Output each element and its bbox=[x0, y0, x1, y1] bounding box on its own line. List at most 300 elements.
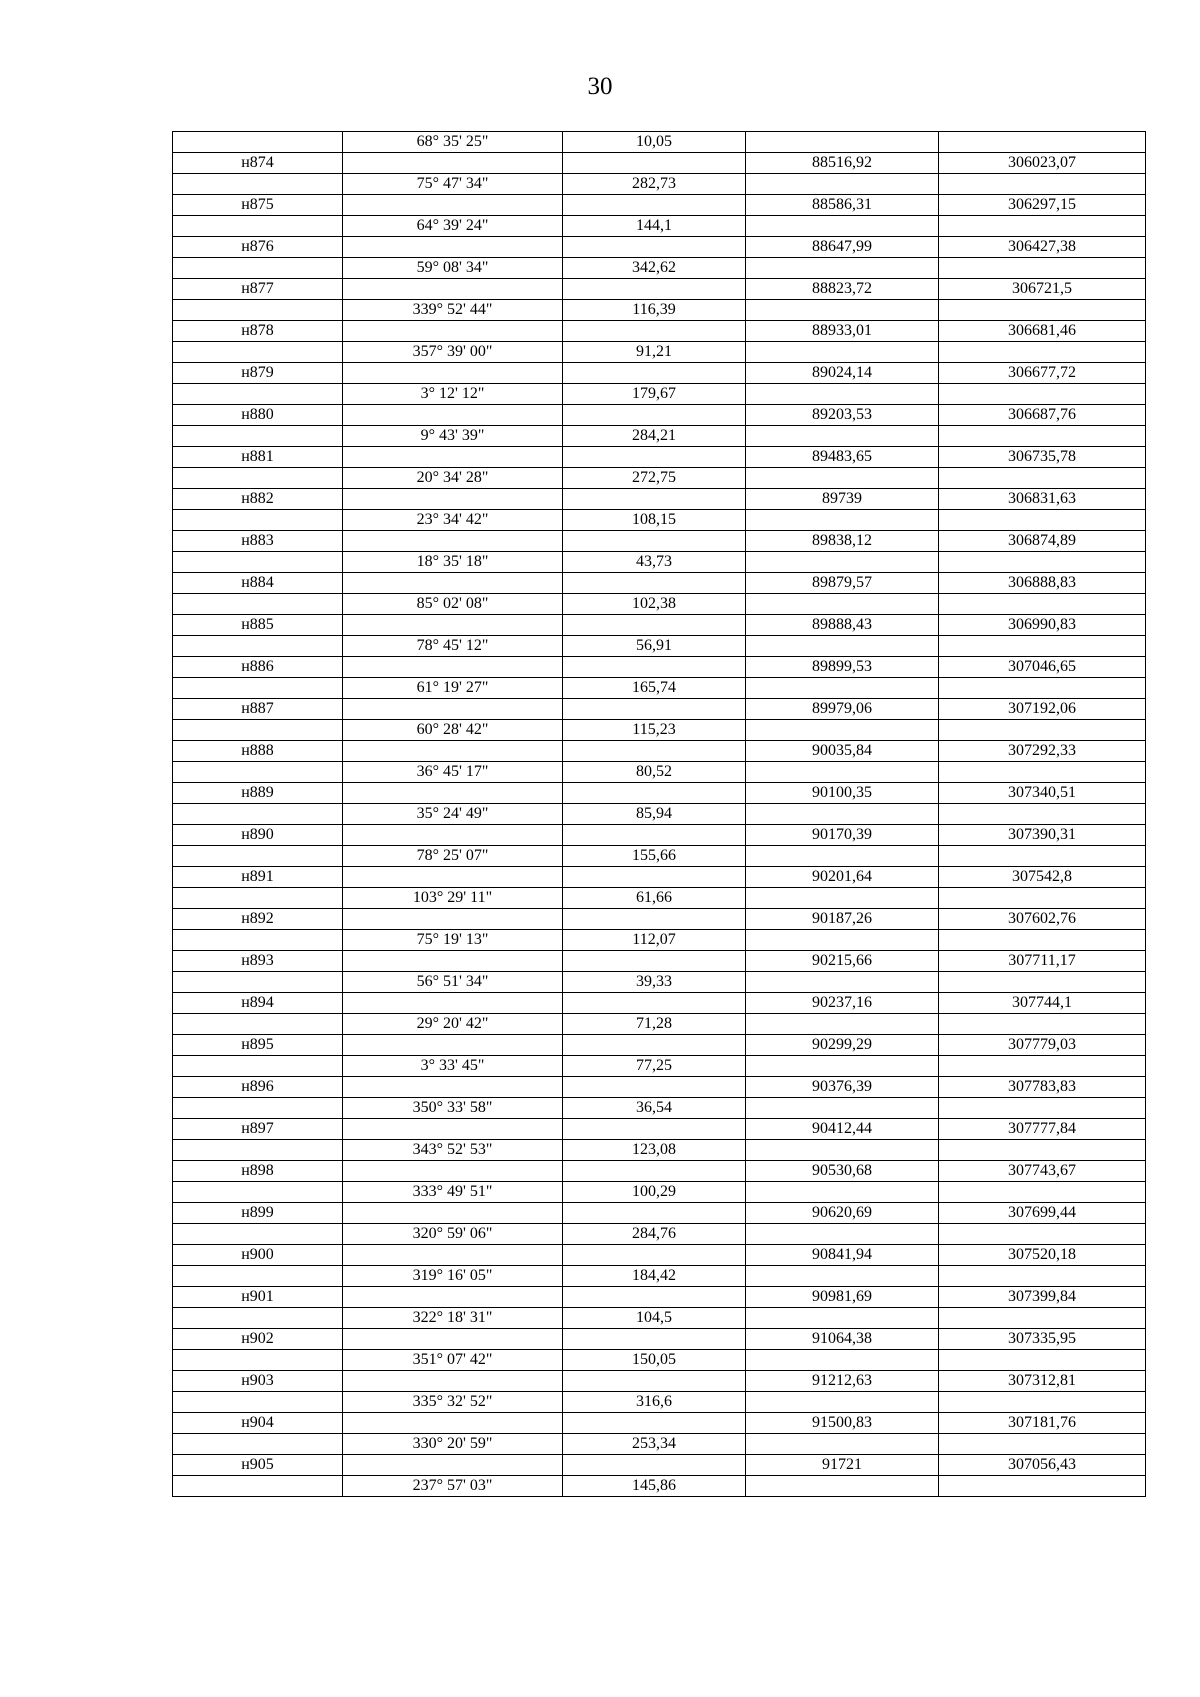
direction-angle-cell bbox=[343, 447, 563, 468]
table-row bbox=[173, 1140, 1146, 1161]
point-name-cell bbox=[173, 1266, 343, 1287]
x-coordinate-cell: 90035,84 bbox=[746, 741, 939, 762]
x-coordinate-cell: 90187,26 bbox=[746, 909, 939, 930]
distance-cell: 80,52 bbox=[563, 762, 746, 783]
x-coordinate-cell: 89739 bbox=[746, 489, 939, 510]
y-coordinate-cell: 306721,5 bbox=[939, 279, 1146, 300]
direction-angle-cell bbox=[343, 531, 563, 552]
distance-cell: 108,15 bbox=[563, 510, 746, 531]
table-row bbox=[173, 1035, 1146, 1056]
y-coordinate-cell bbox=[939, 1434, 1146, 1455]
point-name-cell: н875 bbox=[173, 195, 343, 216]
x-coordinate-cell bbox=[746, 1350, 939, 1371]
point-name-cell: н897 bbox=[173, 1119, 343, 1140]
table-row bbox=[173, 405, 1146, 426]
direction-angle-cell bbox=[343, 1329, 563, 1350]
direction-angle-cell: 59° 08' 34" bbox=[343, 258, 563, 279]
table-row bbox=[173, 552, 1146, 573]
direction-angle-cell bbox=[343, 573, 563, 594]
direction-angle-cell: 322° 18' 31" bbox=[343, 1308, 563, 1329]
direction-angle-cell bbox=[343, 279, 563, 300]
x-coordinate-cell bbox=[746, 1140, 939, 1161]
point-name-cell bbox=[173, 216, 343, 237]
direction-angle-cell: 339° 52' 44" bbox=[343, 300, 563, 321]
distance-cell bbox=[563, 1413, 746, 1434]
point-name-cell bbox=[173, 720, 343, 741]
distance-cell bbox=[563, 951, 746, 972]
x-coordinate-cell bbox=[746, 132, 939, 153]
table-row bbox=[173, 741, 1146, 762]
point-name-cell bbox=[173, 510, 343, 531]
table-row bbox=[173, 930, 1146, 951]
y-coordinate-cell: 307335,95 bbox=[939, 1329, 1146, 1350]
y-coordinate-cell: 306023,07 bbox=[939, 153, 1146, 174]
table-row bbox=[173, 1308, 1146, 1329]
point-name-cell bbox=[173, 426, 343, 447]
point-name-cell: н896 bbox=[173, 1077, 343, 1098]
table-row bbox=[173, 300, 1146, 321]
distance-cell: 10,05 bbox=[563, 132, 746, 153]
direction-angle-cell bbox=[343, 321, 563, 342]
distance-cell: 145,86 bbox=[563, 1476, 746, 1497]
x-coordinate-cell bbox=[746, 300, 939, 321]
table-row bbox=[173, 1476, 1146, 1497]
direction-angle-cell bbox=[343, 153, 563, 174]
distance-cell: 165,74 bbox=[563, 678, 746, 699]
table-row bbox=[173, 783, 1146, 804]
y-coordinate-cell: 307399,84 bbox=[939, 1287, 1146, 1308]
table-row bbox=[173, 888, 1146, 909]
distance-cell: 91,21 bbox=[563, 342, 746, 363]
distance-cell: 112,07 bbox=[563, 930, 746, 951]
direction-angle-cell bbox=[343, 1371, 563, 1392]
table-row bbox=[173, 1098, 1146, 1119]
x-coordinate-cell bbox=[746, 1014, 939, 1035]
x-coordinate-cell bbox=[746, 258, 939, 279]
point-name-cell bbox=[173, 342, 343, 363]
direction-angle-cell: 68° 35' 25" bbox=[343, 132, 563, 153]
x-coordinate-cell: 91721 bbox=[746, 1455, 939, 1476]
distance-cell bbox=[563, 1119, 746, 1140]
point-name-cell bbox=[173, 636, 343, 657]
y-coordinate-cell bbox=[939, 552, 1146, 573]
y-coordinate-cell: 307390,31 bbox=[939, 825, 1146, 846]
table-row bbox=[173, 531, 1146, 552]
table-row bbox=[173, 909, 1146, 930]
distance-cell: 115,23 bbox=[563, 720, 746, 741]
table-row bbox=[173, 615, 1146, 636]
x-coordinate-cell bbox=[746, 1308, 939, 1329]
x-coordinate-cell: 88516,92 bbox=[746, 153, 939, 174]
point-name-cell: н902 bbox=[173, 1329, 343, 1350]
distance-cell bbox=[563, 783, 746, 804]
distance-cell: 100,29 bbox=[563, 1182, 746, 1203]
distance-cell: 316,6 bbox=[563, 1392, 746, 1413]
point-name-cell bbox=[173, 1056, 343, 1077]
table-row bbox=[173, 426, 1146, 447]
direction-angle-cell bbox=[343, 489, 563, 510]
distance-cell bbox=[563, 1077, 746, 1098]
direction-angle-cell: 78° 45' 12" bbox=[343, 636, 563, 657]
x-coordinate-cell bbox=[746, 384, 939, 405]
table-row bbox=[173, 762, 1146, 783]
table-row bbox=[173, 1119, 1146, 1140]
x-coordinate-cell: 88823,72 bbox=[746, 279, 939, 300]
distance-cell: 104,5 bbox=[563, 1308, 746, 1329]
distance-cell: 342,62 bbox=[563, 258, 746, 279]
distance-cell bbox=[563, 1287, 746, 1308]
y-coordinate-cell bbox=[939, 1182, 1146, 1203]
y-coordinate-cell bbox=[939, 132, 1146, 153]
point-name-cell: н881 bbox=[173, 447, 343, 468]
y-coordinate-cell: 307777,84 bbox=[939, 1119, 1146, 1140]
y-coordinate-cell bbox=[939, 510, 1146, 531]
y-coordinate-cell bbox=[939, 216, 1146, 237]
table-row bbox=[173, 993, 1146, 1014]
direction-angle-cell: 56° 51' 34" bbox=[343, 972, 563, 993]
point-name-cell: н899 bbox=[173, 1203, 343, 1224]
x-coordinate-cell bbox=[746, 1392, 939, 1413]
y-coordinate-cell: 306874,89 bbox=[939, 531, 1146, 552]
distance-cell bbox=[563, 1329, 746, 1350]
y-coordinate-cell bbox=[939, 342, 1146, 363]
direction-angle-cell bbox=[343, 783, 563, 804]
x-coordinate-cell bbox=[746, 594, 939, 615]
point-name-cell bbox=[173, 300, 343, 321]
table-row bbox=[173, 1287, 1146, 1308]
y-coordinate-cell: 307192,06 bbox=[939, 699, 1146, 720]
y-coordinate-cell: 307292,33 bbox=[939, 741, 1146, 762]
x-coordinate-cell: 90237,16 bbox=[746, 993, 939, 1014]
distance-cell bbox=[563, 573, 746, 594]
x-coordinate-cell bbox=[746, 1182, 939, 1203]
direction-angle-cell: 343° 52' 53" bbox=[343, 1140, 563, 1161]
y-coordinate-cell bbox=[939, 468, 1146, 489]
distance-cell bbox=[563, 741, 746, 762]
x-coordinate-cell bbox=[746, 888, 939, 909]
direction-angle-cell: 23° 34' 42" bbox=[343, 510, 563, 531]
point-name-cell bbox=[173, 1140, 343, 1161]
table-row bbox=[173, 279, 1146, 300]
point-name-cell: н894 bbox=[173, 993, 343, 1014]
x-coordinate-cell: 89879,57 bbox=[746, 573, 939, 594]
direction-angle-cell bbox=[343, 405, 563, 426]
x-coordinate-cell bbox=[746, 678, 939, 699]
y-coordinate-cell: 307312,81 bbox=[939, 1371, 1146, 1392]
distance-cell: 102,38 bbox=[563, 594, 746, 615]
y-coordinate-cell: 306888,83 bbox=[939, 573, 1146, 594]
x-coordinate-cell: 90376,39 bbox=[746, 1077, 939, 1098]
y-coordinate-cell: 306681,46 bbox=[939, 321, 1146, 342]
y-coordinate-cell bbox=[939, 426, 1146, 447]
direction-angle-cell: 60° 28' 42" bbox=[343, 720, 563, 741]
direction-angle-cell bbox=[343, 1455, 563, 1476]
coordinates-table bbox=[172, 131, 1146, 1497]
direction-angle-cell: 3° 33' 45" bbox=[343, 1056, 563, 1077]
x-coordinate-cell bbox=[746, 174, 939, 195]
distance-cell: 284,21 bbox=[563, 426, 746, 447]
direction-angle-cell bbox=[343, 363, 563, 384]
point-name-cell: н878 bbox=[173, 321, 343, 342]
point-name-cell: н877 bbox=[173, 279, 343, 300]
distance-cell bbox=[563, 195, 746, 216]
table-row bbox=[173, 468, 1146, 489]
coordinates-table-body bbox=[173, 132, 1146, 1497]
x-coordinate-cell: 90620,69 bbox=[746, 1203, 939, 1224]
table-row bbox=[173, 1371, 1146, 1392]
y-coordinate-cell: 307181,76 bbox=[939, 1413, 1146, 1434]
page-number: 30 bbox=[587, 73, 613, 100]
point-name-cell: н893 bbox=[173, 951, 343, 972]
y-coordinate-cell bbox=[939, 1056, 1146, 1077]
y-coordinate-cell bbox=[939, 1140, 1146, 1161]
point-name-cell bbox=[173, 1434, 343, 1455]
table-row bbox=[173, 1350, 1146, 1371]
table-row bbox=[173, 951, 1146, 972]
y-coordinate-cell bbox=[939, 762, 1146, 783]
table-row bbox=[173, 804, 1146, 825]
distance-cell bbox=[563, 1161, 746, 1182]
table-row bbox=[173, 174, 1146, 195]
direction-angle-cell: 330° 20' 59" bbox=[343, 1434, 563, 1455]
table-row bbox=[173, 321, 1146, 342]
table-row bbox=[173, 1182, 1146, 1203]
table-row bbox=[173, 132, 1146, 153]
table-row bbox=[173, 825, 1146, 846]
point-name-cell bbox=[173, 1098, 343, 1119]
direction-angle-cell bbox=[343, 1203, 563, 1224]
point-name-cell bbox=[173, 888, 343, 909]
x-coordinate-cell: 90100,35 bbox=[746, 783, 939, 804]
x-coordinate-cell: 88647,99 bbox=[746, 237, 939, 258]
y-coordinate-cell bbox=[939, 300, 1146, 321]
direction-angle-cell: 319° 16' 05" bbox=[343, 1266, 563, 1287]
x-coordinate-cell bbox=[746, 930, 939, 951]
x-coordinate-cell: 89888,43 bbox=[746, 615, 939, 636]
x-coordinate-cell: 90530,68 bbox=[746, 1161, 939, 1182]
direction-angle-cell: 64° 39' 24" bbox=[343, 216, 563, 237]
x-coordinate-cell: 90841,94 bbox=[746, 1245, 939, 1266]
table-row bbox=[173, 1014, 1146, 1035]
table-row bbox=[173, 1056, 1146, 1077]
x-coordinate-cell bbox=[746, 1266, 939, 1287]
table-row bbox=[173, 1329, 1146, 1350]
table-row bbox=[173, 1245, 1146, 1266]
table-row bbox=[173, 510, 1146, 531]
x-coordinate-cell: 89483,65 bbox=[746, 447, 939, 468]
point-name-cell: н895 bbox=[173, 1035, 343, 1056]
direction-angle-cell bbox=[343, 741, 563, 762]
y-coordinate-cell bbox=[939, 678, 1146, 699]
y-coordinate-cell bbox=[939, 1224, 1146, 1245]
table-row bbox=[173, 1434, 1146, 1455]
y-coordinate-cell bbox=[939, 1308, 1146, 1329]
point-name-cell bbox=[173, 1014, 343, 1035]
x-coordinate-cell: 89024,14 bbox=[746, 363, 939, 384]
distance-cell: 85,94 bbox=[563, 804, 746, 825]
y-coordinate-cell: 307340,51 bbox=[939, 783, 1146, 804]
direction-angle-cell: 237° 57' 03" bbox=[343, 1476, 563, 1497]
x-coordinate-cell: 90412,44 bbox=[746, 1119, 939, 1140]
y-coordinate-cell bbox=[939, 174, 1146, 195]
direction-angle-cell: 18° 35' 18" bbox=[343, 552, 563, 573]
table-row bbox=[173, 1203, 1146, 1224]
distance-cell: 56,91 bbox=[563, 636, 746, 657]
direction-angle-cell bbox=[343, 909, 563, 930]
y-coordinate-cell bbox=[939, 1266, 1146, 1287]
x-coordinate-cell: 91500,83 bbox=[746, 1413, 939, 1434]
distance-cell: 150,05 bbox=[563, 1350, 746, 1371]
point-name-cell bbox=[173, 1350, 343, 1371]
direction-angle-cell bbox=[343, 1161, 563, 1182]
y-coordinate-cell bbox=[939, 846, 1146, 867]
direction-angle-cell bbox=[343, 237, 563, 258]
direction-angle-cell: 75° 19' 13" bbox=[343, 930, 563, 951]
point-name-cell: н874 bbox=[173, 153, 343, 174]
distance-cell bbox=[563, 447, 746, 468]
point-name-cell: н883 bbox=[173, 531, 343, 552]
direction-angle-cell: 320° 59' 06" bbox=[343, 1224, 563, 1245]
x-coordinate-cell bbox=[746, 552, 939, 573]
y-coordinate-cell bbox=[939, 720, 1146, 741]
distance-cell bbox=[563, 867, 746, 888]
direction-angle-cell: 335° 32' 52" bbox=[343, 1392, 563, 1413]
table-row bbox=[173, 342, 1146, 363]
direction-angle-cell: 36° 45' 17" bbox=[343, 762, 563, 783]
table-row bbox=[173, 867, 1146, 888]
distance-cell: 144,1 bbox=[563, 216, 746, 237]
table-row bbox=[173, 594, 1146, 615]
x-coordinate-cell bbox=[746, 1224, 939, 1245]
distance-cell bbox=[563, 279, 746, 300]
table-row bbox=[173, 489, 1146, 510]
table-row bbox=[173, 1266, 1146, 1287]
distance-cell bbox=[563, 531, 746, 552]
x-coordinate-cell: 91064,38 bbox=[746, 1329, 939, 1350]
distance-cell: 272,75 bbox=[563, 468, 746, 489]
point-name-cell: н898 bbox=[173, 1161, 343, 1182]
direction-angle-cell: 78° 25' 07" bbox=[343, 846, 563, 867]
y-coordinate-cell bbox=[939, 1392, 1146, 1413]
y-coordinate-cell bbox=[939, 888, 1146, 909]
point-name-cell: н903 bbox=[173, 1371, 343, 1392]
point-name-cell bbox=[173, 1308, 343, 1329]
table-row bbox=[173, 678, 1146, 699]
y-coordinate-cell: 306735,78 bbox=[939, 447, 1146, 468]
x-coordinate-cell: 89838,12 bbox=[746, 531, 939, 552]
x-coordinate-cell bbox=[746, 972, 939, 993]
y-coordinate-cell: 307056,43 bbox=[939, 1455, 1146, 1476]
distance-cell bbox=[563, 1455, 746, 1476]
y-coordinate-cell bbox=[939, 1350, 1146, 1371]
point-name-cell bbox=[173, 258, 343, 279]
distance-cell bbox=[563, 363, 746, 384]
y-coordinate-cell: 307744,1 bbox=[939, 993, 1146, 1014]
table-row bbox=[173, 636, 1146, 657]
point-name-cell bbox=[173, 1224, 343, 1245]
table-row bbox=[173, 216, 1146, 237]
direction-angle-cell bbox=[343, 195, 563, 216]
y-coordinate-cell: 307743,67 bbox=[939, 1161, 1146, 1182]
point-name-cell: н879 bbox=[173, 363, 343, 384]
direction-angle-cell: 35° 24' 49" bbox=[343, 804, 563, 825]
x-coordinate-cell bbox=[746, 846, 939, 867]
y-coordinate-cell: 307699,44 bbox=[939, 1203, 1146, 1224]
direction-angle-cell bbox=[343, 993, 563, 1014]
direction-angle-cell bbox=[343, 1035, 563, 1056]
distance-cell: 179,67 bbox=[563, 384, 746, 405]
x-coordinate-cell: 90299,29 bbox=[746, 1035, 939, 1056]
table-row bbox=[173, 846, 1146, 867]
direction-angle-cell: 9° 43' 39" bbox=[343, 426, 563, 447]
y-coordinate-cell bbox=[939, 804, 1146, 825]
distance-cell bbox=[563, 237, 746, 258]
x-coordinate-cell bbox=[746, 720, 939, 741]
distance-cell: 123,08 bbox=[563, 1140, 746, 1161]
x-coordinate-cell bbox=[746, 1098, 939, 1119]
table-row bbox=[173, 573, 1146, 594]
point-name-cell bbox=[173, 972, 343, 993]
y-coordinate-cell: 307711,17 bbox=[939, 951, 1146, 972]
x-coordinate-cell: 88933,01 bbox=[746, 321, 939, 342]
distance-cell: 253,34 bbox=[563, 1434, 746, 1455]
distance-cell bbox=[563, 615, 746, 636]
y-coordinate-cell: 307783,83 bbox=[939, 1077, 1146, 1098]
y-coordinate-cell bbox=[939, 930, 1146, 951]
table-row bbox=[173, 1455, 1146, 1476]
y-coordinate-cell: 306990,83 bbox=[939, 615, 1146, 636]
direction-angle-cell: 3° 12' 12" bbox=[343, 384, 563, 405]
distance-cell bbox=[563, 909, 746, 930]
distance-cell bbox=[563, 321, 746, 342]
x-coordinate-cell bbox=[746, 1434, 939, 1455]
distance-cell bbox=[563, 657, 746, 678]
point-name-cell bbox=[173, 762, 343, 783]
distance-cell bbox=[563, 699, 746, 720]
distance-cell: 36,54 bbox=[563, 1098, 746, 1119]
table-row bbox=[173, 1392, 1146, 1413]
table-row bbox=[173, 1161, 1146, 1182]
direction-angle-cell bbox=[343, 1245, 563, 1266]
direction-angle-cell: 333° 49' 51" bbox=[343, 1182, 563, 1203]
y-coordinate-cell: 306677,72 bbox=[939, 363, 1146, 384]
y-coordinate-cell: 306297,15 bbox=[939, 195, 1146, 216]
direction-angle-cell bbox=[343, 1077, 563, 1098]
x-coordinate-cell bbox=[746, 1476, 939, 1497]
distance-cell bbox=[563, 1371, 746, 1392]
y-coordinate-cell bbox=[939, 1014, 1146, 1035]
distance-cell: 71,28 bbox=[563, 1014, 746, 1035]
table-row bbox=[173, 972, 1146, 993]
x-coordinate-cell: 89203,53 bbox=[746, 405, 939, 426]
y-coordinate-cell: 307520,18 bbox=[939, 1245, 1146, 1266]
x-coordinate-cell bbox=[746, 762, 939, 783]
x-coordinate-cell bbox=[746, 468, 939, 489]
direction-angle-cell: 61° 19' 27" bbox=[343, 678, 563, 699]
distance-cell: 77,25 bbox=[563, 1056, 746, 1077]
y-coordinate-cell: 307779,03 bbox=[939, 1035, 1146, 1056]
table-row bbox=[173, 237, 1146, 258]
y-coordinate-cell: 306427,38 bbox=[939, 237, 1146, 258]
point-name-cell: н884 bbox=[173, 573, 343, 594]
point-name-cell: н882 bbox=[173, 489, 343, 510]
direction-angle-cell: 350° 33' 58" bbox=[343, 1098, 563, 1119]
distance-cell bbox=[563, 1035, 746, 1056]
direction-angle-cell bbox=[343, 657, 563, 678]
table-row bbox=[173, 1224, 1146, 1245]
table-row bbox=[173, 1413, 1146, 1434]
direction-angle-cell bbox=[343, 699, 563, 720]
